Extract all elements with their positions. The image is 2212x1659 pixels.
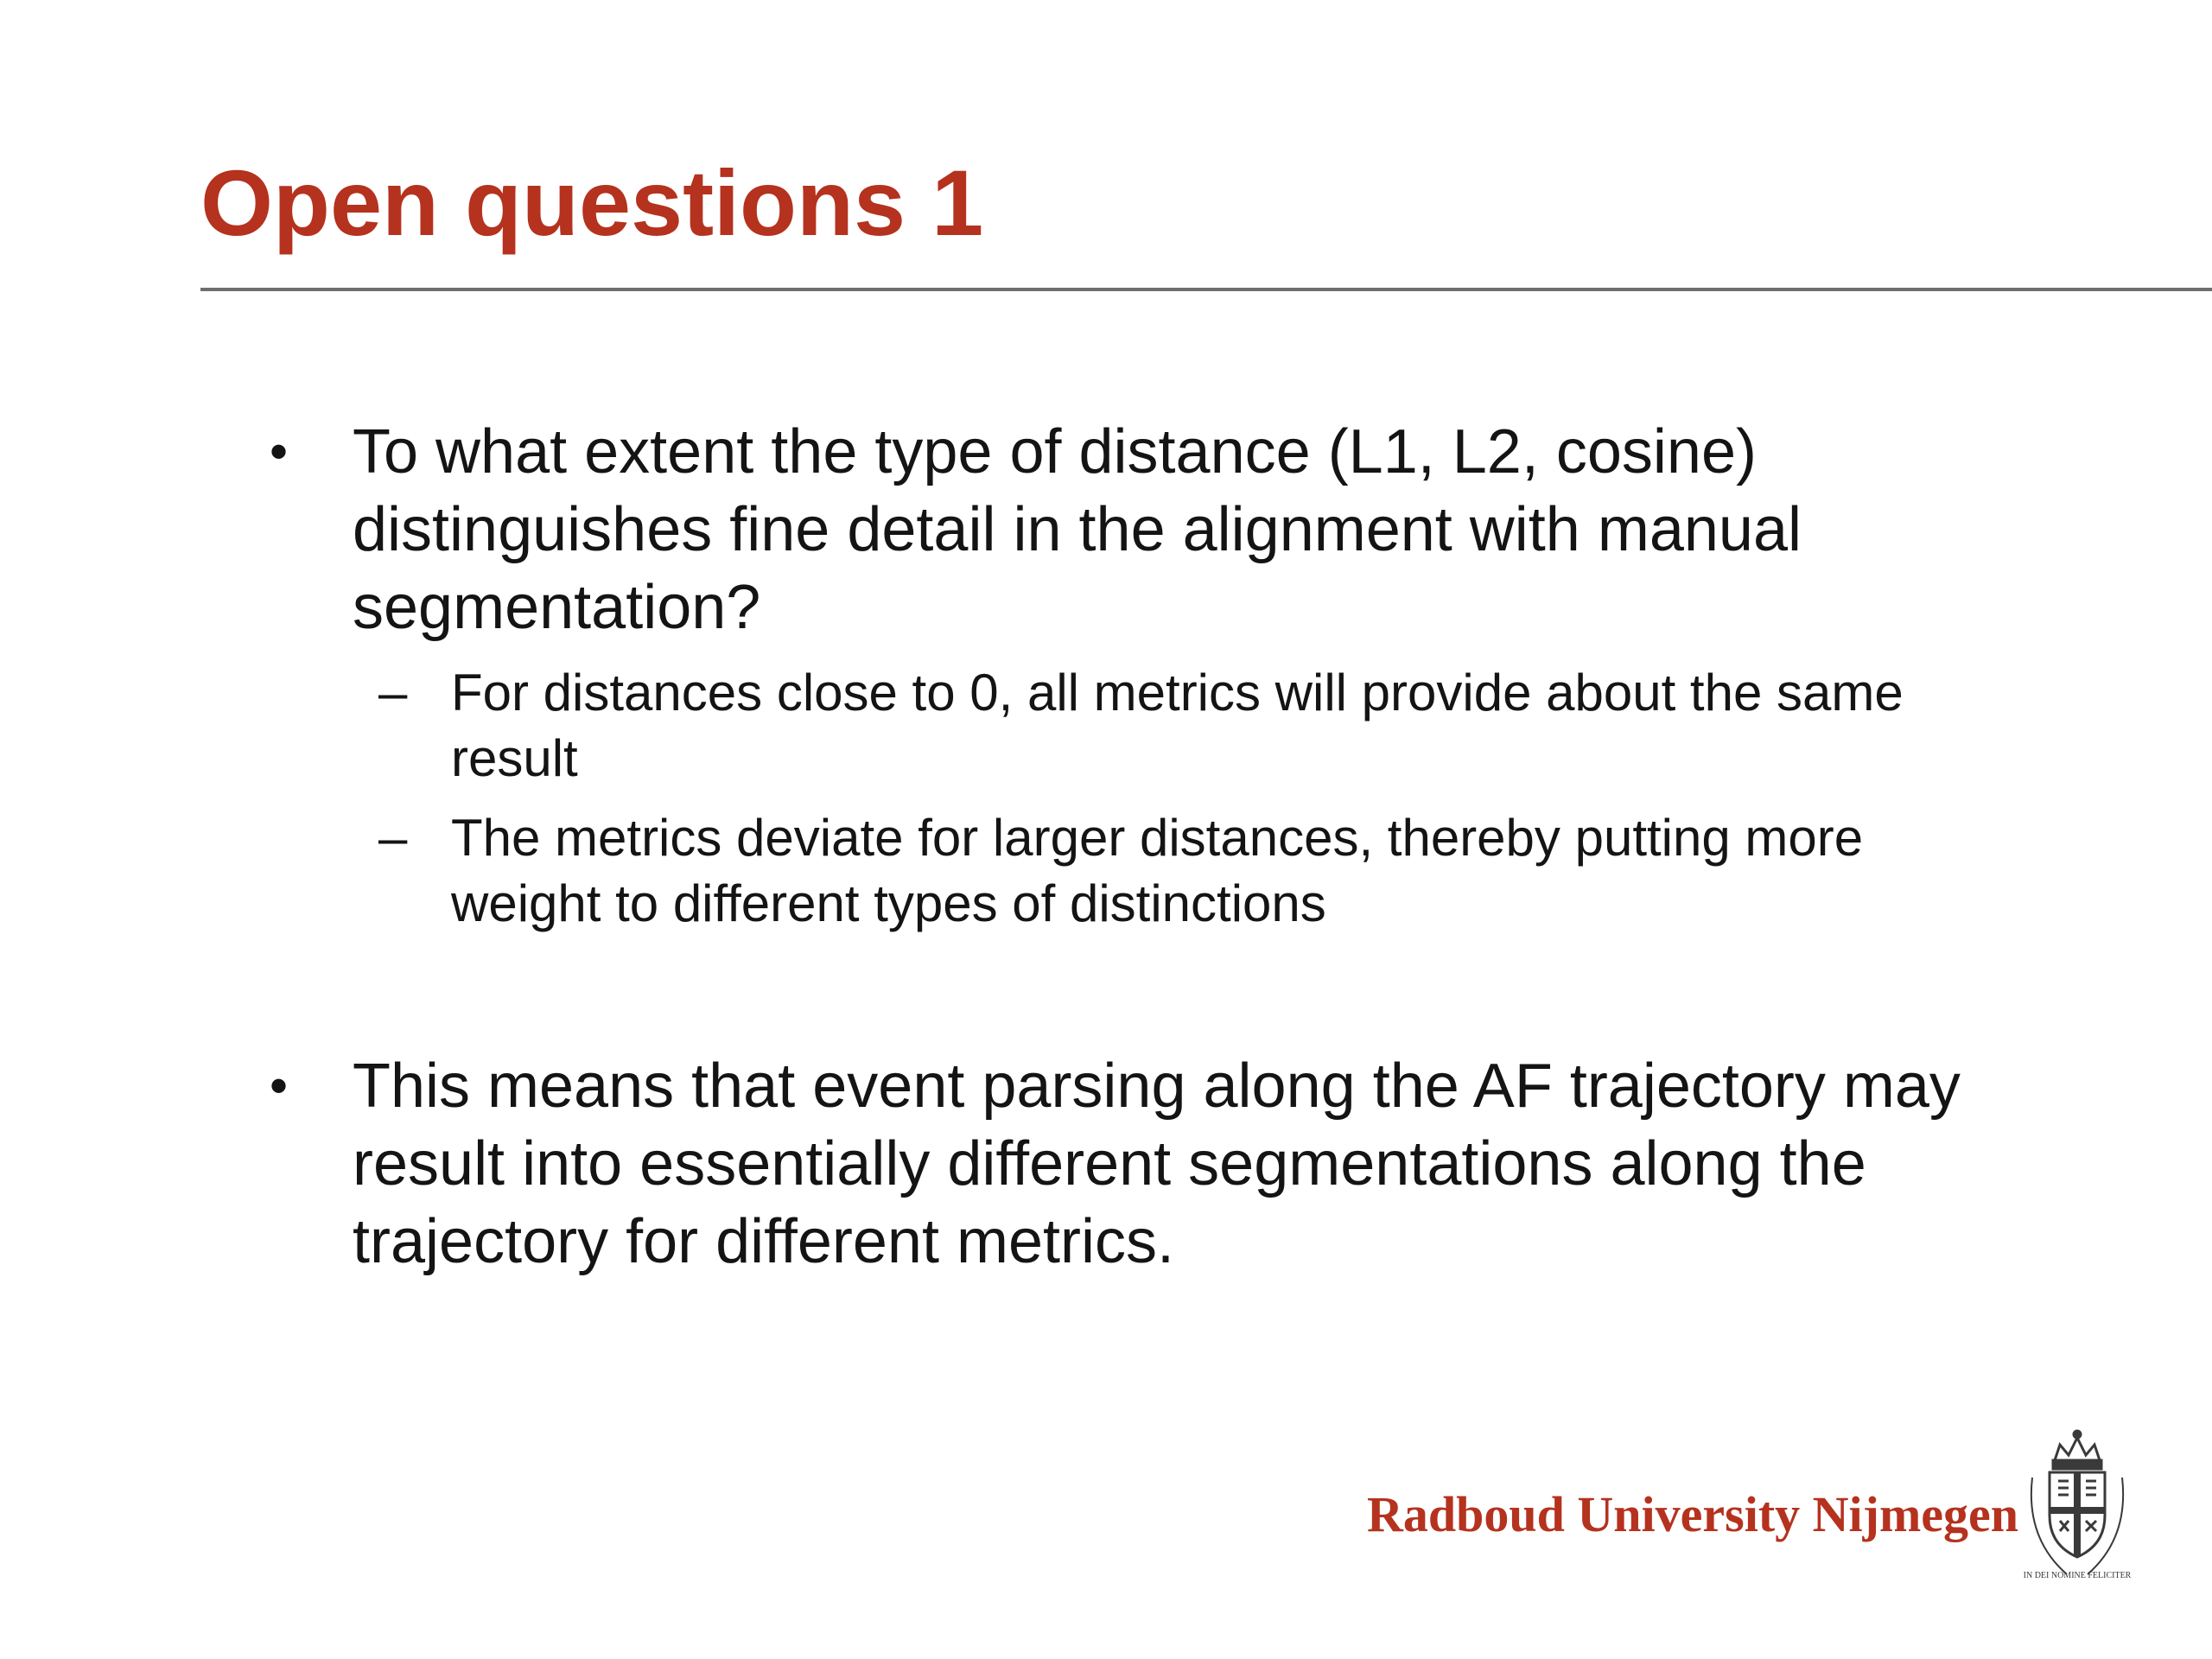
subitem-line: For distances close to 0, all metrics will provide about the same <box>451 664 1904 721</box>
bullet-marker: • <box>270 1057 289 1115</box>
bullet-text <box>353 413 1802 646</box>
bullet-line: distinguishes fine detail in the alignment with manual <box>353 495 1802 564</box>
subitem-text <box>451 805 1863 937</box>
bullet-line: trajectory for different metrics. <box>353 1207 1174 1276</box>
slide-title: Open questions 1 <box>200 150 984 255</box>
bullet-line: To what extent the type of distance (L1, L2, cosine) <box>353 417 1757 486</box>
subitem-text <box>451 660 1904 791</box>
bullet-marker: • <box>270 423 289 480</box>
university-name: Radboud University Nijmegen <box>1367 1486 2019 1542</box>
subitem-line: The metrics deviate for larger distances, thereby putting more <box>451 809 1864 867</box>
title-divider <box>200 288 2212 291</box>
bullet-line: This means that event parsing along the AF trajectory may <box>353 1052 1961 1121</box>
bullet-line: result into essentially different segmentations along the <box>353 1129 1866 1198</box>
subitem-marker: – <box>378 809 408 867</box>
university-seal-logo <box>2020 1426 2134 1581</box>
bullet-text <box>353 1047 1961 1281</box>
subitem-line: result <box>451 729 578 787</box>
seal-motto: IN DEI NOMINE FELICITER <box>2023 1571 2132 1580</box>
subitem-marker: – <box>378 664 408 721</box>
subitem-line: weight to different types of distinctions <box>451 874 1326 932</box>
bullet-line: segmentation? <box>353 573 761 642</box>
